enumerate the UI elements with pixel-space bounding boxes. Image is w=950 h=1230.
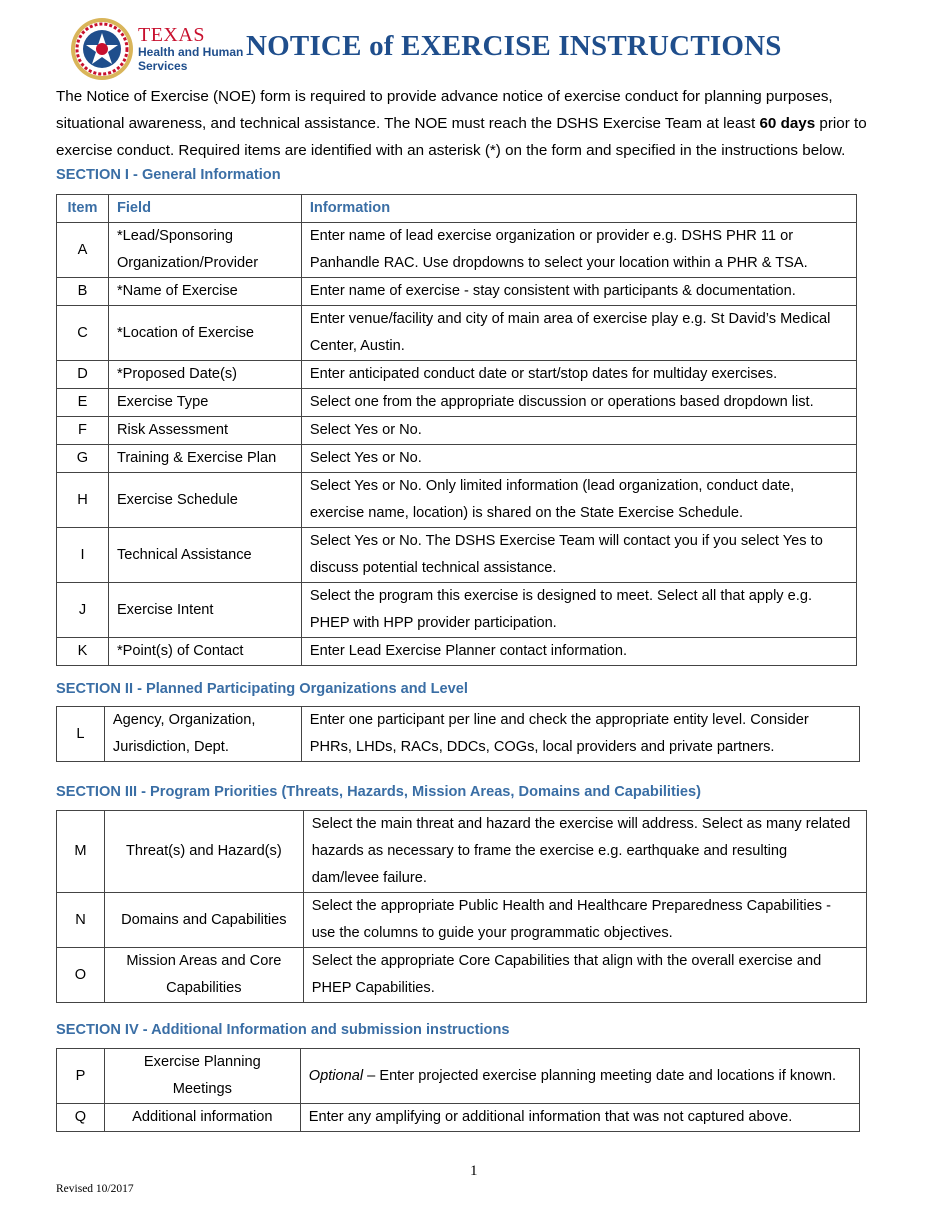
- section-2-heading: SECTION II - Planned Participating Organizations and Level: [56, 681, 468, 697]
- table-row: [57, 1104, 860, 1132]
- section-1-heading: SECTION I - General Information: [56, 167, 281, 183]
- optional-label: Optional: [308, 1067, 364, 1084]
- table-row: [57, 223, 857, 278]
- intro-text-2: prior to exercise conduct. Required items are identified with an asterisk (*) on the form and specified in the instructions below.: [56, 115, 867, 159]
- table-row: [57, 583, 857, 638]
- row-item: F: [57, 417, 109, 445]
- revision-date: Revised 10/2017: [56, 1183, 134, 1195]
- row-field: Additional information: [104, 1104, 300, 1132]
- row-info: Enter Lead Exercise Planner contact information.: [301, 638, 856, 666]
- row-field: *Lead/Sponsoring Organization/Provider: [108, 223, 301, 278]
- column-header-item: Item: [57, 195, 109, 223]
- row-info: Enter any amplifying or additional information that was not captured above.: [300, 1104, 859, 1132]
- section-1-table: [56, 194, 857, 666]
- row-item: B: [57, 278, 109, 306]
- row-info: Select the program this exercise is designed to meet. Select all that apply e.g. PHEP with HPP provider participation.: [301, 583, 856, 638]
- row-info: Enter name of exercise - stay consistent with participants & documentation.: [301, 278, 856, 306]
- row-field: Domains and Capabilities: [104, 893, 303, 948]
- row-info: Select one from the appropriate discussion or operations based dropdown list.: [301, 389, 856, 417]
- row-info: [300, 1049, 859, 1104]
- row-item: M: [57, 811, 105, 893]
- row-item: J: [57, 583, 109, 638]
- row-info: Select the appropriate Public Health and Healthcare Preparedness Capabilities - use the columns to guide your programmatic objectives.: [303, 893, 866, 948]
- row-info: Select Yes or No. The DSHS Exercise Team will contact you if you select Yes to discuss potential technical assistance.: [301, 528, 856, 583]
- row-field: Technical Assistance: [108, 528, 301, 583]
- table-row: [57, 948, 867, 1003]
- table-row: [57, 473, 857, 528]
- row-info-text: – Enter projected exercise planning meeting date and locations if known.: [363, 1067, 837, 1084]
- row-item: I: [57, 528, 109, 583]
- brand-texas: TEXAS: [138, 24, 205, 46]
- agency-brand: [138, 25, 243, 73]
- row-item: D: [57, 361, 109, 389]
- row-item: C: [57, 306, 109, 361]
- row-field: Mission Areas and Core Capabilities: [104, 948, 303, 1003]
- row-field: Exercise Intent: [108, 583, 301, 638]
- table-row: [57, 707, 860, 762]
- column-header-field: Field: [108, 195, 301, 223]
- row-field: *Name of Exercise: [108, 278, 301, 306]
- texas-seal-logo: [70, 17, 134, 81]
- row-item: O: [57, 948, 105, 1003]
- section-3-heading: SECTION III - Program Priorities (Threats, Hazards, Mission Areas, Domains and Capabilities): [56, 784, 701, 800]
- table-row: [57, 811, 867, 893]
- row-field: Training & Exercise Plan: [108, 445, 301, 473]
- page-number: 1: [470, 1163, 478, 1179]
- row-item: N: [57, 893, 105, 948]
- intro-bold: 60 days: [759, 115, 816, 132]
- section-4-heading: SECTION IV - Additional Information and submission instructions: [56, 1022, 510, 1038]
- row-info: Enter name of lead exercise organization or provider e.g. DSHS PHR 11 or Panhandle RAC. Use dropdowns to select your location within a PHR & TSA.: [301, 223, 856, 278]
- table-row: [57, 528, 857, 583]
- row-item: E: [57, 389, 109, 417]
- intro-text-1: The Notice of Exercise (NOE) form is required to provide advance notice of exercise conduct for planning purposes, situational awareness, and technical assistance. The NOE must reach the DSHS Exercise Team at least: [56, 88, 833, 132]
- row-item: G: [57, 445, 109, 473]
- table-row: [57, 306, 857, 361]
- row-item: L: [57, 707, 105, 762]
- table-row: [57, 417, 857, 445]
- table-row: [57, 278, 857, 306]
- row-field: Threat(s) and Hazard(s): [104, 811, 303, 893]
- section-4-table: [56, 1048, 860, 1132]
- table-header-row: [57, 195, 857, 223]
- row-field: Agency, Organization, Jurisdiction, Dept.: [104, 707, 301, 762]
- row-info: Select Yes or No.: [301, 445, 856, 473]
- section-2-table: [56, 706, 860, 762]
- row-item: H: [57, 473, 109, 528]
- row-item: P: [57, 1049, 105, 1104]
- row-item: Q: [57, 1104, 105, 1132]
- page-title: NOTICE of EXERCISE INSTRUCTIONS: [246, 30, 782, 62]
- section-3-table: [56, 810, 867, 1003]
- row-item: K: [57, 638, 109, 666]
- row-field: *Point(s) of Contact: [108, 638, 301, 666]
- row-info: Select Yes or No.: [301, 417, 856, 445]
- row-field: Exercise Type: [108, 389, 301, 417]
- column-header-information: Information: [301, 195, 856, 223]
- row-field: Exercise Planning Meetings: [104, 1049, 300, 1104]
- table-row: [57, 445, 857, 473]
- row-field: Risk Assessment: [108, 417, 301, 445]
- row-info: Select Yes or No. Only limited information (lead organization, conduct date, exercise name, location) is shared on the State Exercise Schedule.: [301, 473, 856, 528]
- row-info: Enter one participant per line and check the appropriate entity level. Consider PHRs, LHDs, RACs, DDCs, COGs, local providers and private partners.: [301, 707, 859, 762]
- row-field: Exercise Schedule: [108, 473, 301, 528]
- table-row: [57, 893, 867, 948]
- intro-paragraph: [56, 83, 896, 164]
- header: [70, 14, 243, 84]
- row-item: A: [57, 223, 109, 278]
- table-row: [57, 638, 857, 666]
- table-row: [57, 389, 857, 417]
- table-row: [57, 361, 857, 389]
- row-field: *Location of Exercise: [108, 306, 301, 361]
- brand-line-1: Health and Human: [138, 45, 244, 59]
- row-info: Select the main threat and hazard the exercise will address. Select as many related hazards as necessary to frame the exercise e.g. earthquake and resulting dam/levee failure.: [303, 811, 866, 893]
- row-field: *Proposed Date(s): [108, 361, 301, 389]
- row-info: Select the appropriate Core Capabilities that align with the overall exercise and PHEP Capabilities.: [303, 948, 866, 1003]
- table-row: [57, 1049, 860, 1104]
- row-info: Enter venue/facility and city of main area of exercise play e.g. St David’s Medical Center, Austin.: [301, 306, 856, 361]
- brand-line-2: Services: [138, 59, 188, 73]
- row-info: Enter anticipated conduct date or start/stop dates for multiday exercises.: [301, 361, 856, 389]
